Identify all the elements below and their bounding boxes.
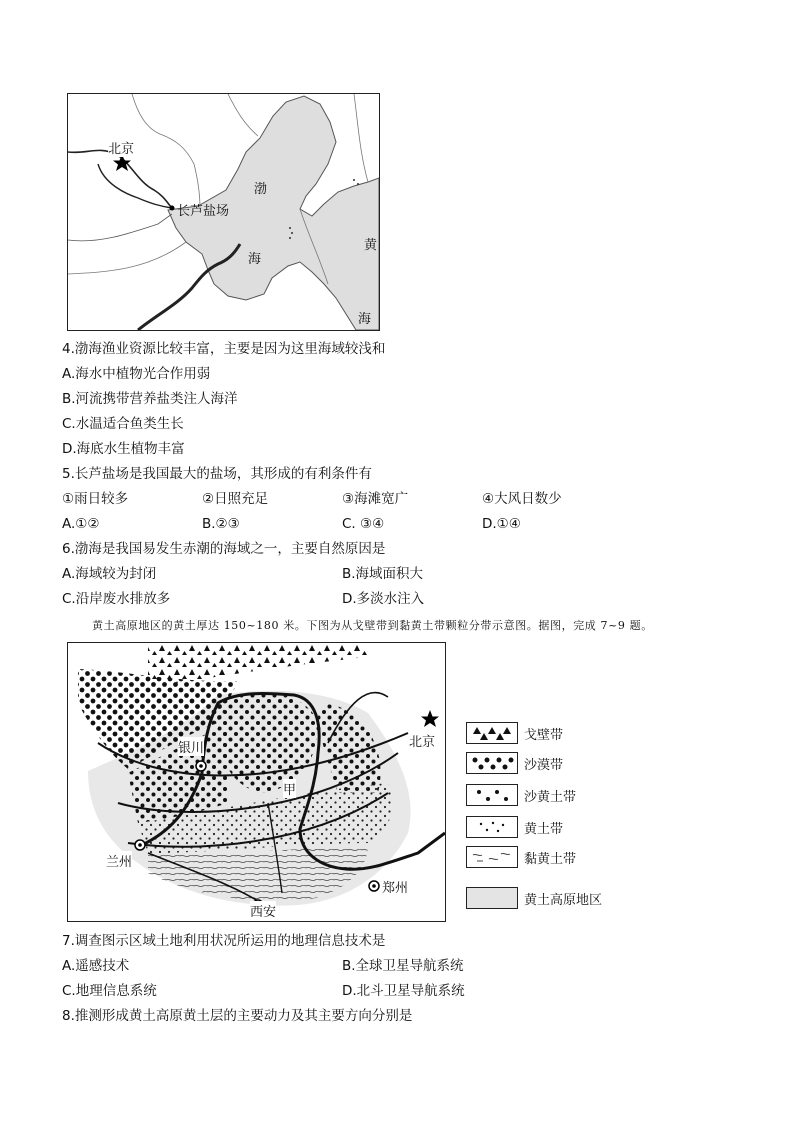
map1-changlu-label: 长芦盐场 <box>177 204 230 219</box>
map2-beijing-label: 北京 <box>409 735 436 750</box>
legend-plateau: 黄土高原地区 <box>524 893 603 908</box>
legend-loess: 黄土带 <box>524 822 564 837</box>
yinchuan-marker <box>196 761 206 771</box>
q5-statement-3: ③海滩宽广 <box>342 491 409 507</box>
q5-option-c: C. ③④ <box>342 516 385 532</box>
q4-option-a: A.海水中植物光合作用弱 <box>62 366 211 382</box>
legend-swatch-loess <box>466 816 518 838</box>
loess-intro: 黄土高原地区的黄土厚达 150~180 米。下图为从戈壁带到黏黄土带颗粒分带示意图。据图，完成 7~9 题。 <box>92 619 653 632</box>
q6-stem: 6.渤海是我国易发生赤潮的海域之一，主要自然原因是 <box>62 541 386 557</box>
q5-option-b: B.②③ <box>202 516 240 532</box>
q6-option-d: D.多淡水注入 <box>342 591 425 607</box>
q4-stem: 4.渤海渔业资源比较丰富，主要是因为这里海域较浅和 <box>62 341 386 357</box>
map1-hai2-label: 海 <box>358 312 372 327</box>
q5-statement-2: ②日照充足 <box>202 491 269 507</box>
legend-swatch-sandy-loess <box>466 784 518 806</box>
q6-option-c: C.沿岸废水排放多 <box>62 591 171 607</box>
loess-map <box>67 642 446 922</box>
jia-label: 甲 <box>283 779 296 798</box>
q5-statement-1: ①雨日较多 <box>62 491 129 507</box>
zhengzhou-marker <box>369 881 379 891</box>
q8-stem: 8.推测形成黄土高原黄土层的主要动力及其主要方向分别是 <box>62 1008 413 1024</box>
map1-beijing-label: 北京 <box>108 138 134 157</box>
gobi-belt <box>148 643 368 683</box>
q5-stem: 5.长芦盐场是我国最大的盐场，其形成的有利条件有 <box>62 466 372 482</box>
q6-option-a: A.海域较为封闭 <box>62 566 157 582</box>
map1-hai-label: 海 <box>248 252 262 267</box>
legend-sandy-loess: 沙黄土带 <box>524 790 577 805</box>
q7-option-a: A.遥感技术 <box>62 958 130 974</box>
legend-gobi: 戈壁带 <box>524 728 564 743</box>
q5-option-d: D.①④ <box>482 516 521 532</box>
q4-option-c: C.水温适合鱼类生长 <box>62 416 184 432</box>
river-north <box>68 150 172 208</box>
beijing-star-icon <box>421 710 439 727</box>
lanzhou-marker <box>135 840 145 850</box>
q4-option-d: D.海底水生植物丰富 <box>62 441 185 457</box>
map1-huang-label: 黄 <box>364 238 378 253</box>
map1-bo-label: 渤 <box>254 182 268 197</box>
q5-statement-4: ④大风日数少 <box>482 491 562 507</box>
river-west <box>68 214 172 241</box>
bohai-map <box>67 93 380 331</box>
legend-swatch-desert <box>466 752 518 774</box>
q7-stem: 7.调查图示区域土地利用状况所运用的地理信息技术是 <box>62 933 386 949</box>
legend-clay-loess: 黏黄土带 <box>524 852 577 867</box>
legend-desert: 沙漠带 <box>524 758 564 773</box>
q7-option-d: D.北斗卫星导航系统 <box>342 983 465 999</box>
q7-option-c: C.地理信息系统 <box>62 983 157 999</box>
legend-swatch-gobi <box>466 722 518 744</box>
yinchuan-label: 银川 <box>178 737 204 756</box>
lanzhou-label: 兰州 <box>106 851 132 870</box>
xian-label: 西安 <box>250 901 276 920</box>
zhengzhou-label: 郑州 <box>382 877 408 896</box>
changlu-dot <box>170 206 175 211</box>
legend-swatch-plateau <box>466 887 518 909</box>
river-mid <box>98 164 172 208</box>
q4-option-b: B.河流携带营养盐类注人海洋 <box>62 391 238 407</box>
q5-option-a: A.①② <box>62 516 100 532</box>
q6-option-b: B.海域面积大 <box>342 566 424 582</box>
q7-option-b: B.全球卫星导航系统 <box>342 958 464 974</box>
legend-swatch-clay-loess <box>466 846 518 868</box>
